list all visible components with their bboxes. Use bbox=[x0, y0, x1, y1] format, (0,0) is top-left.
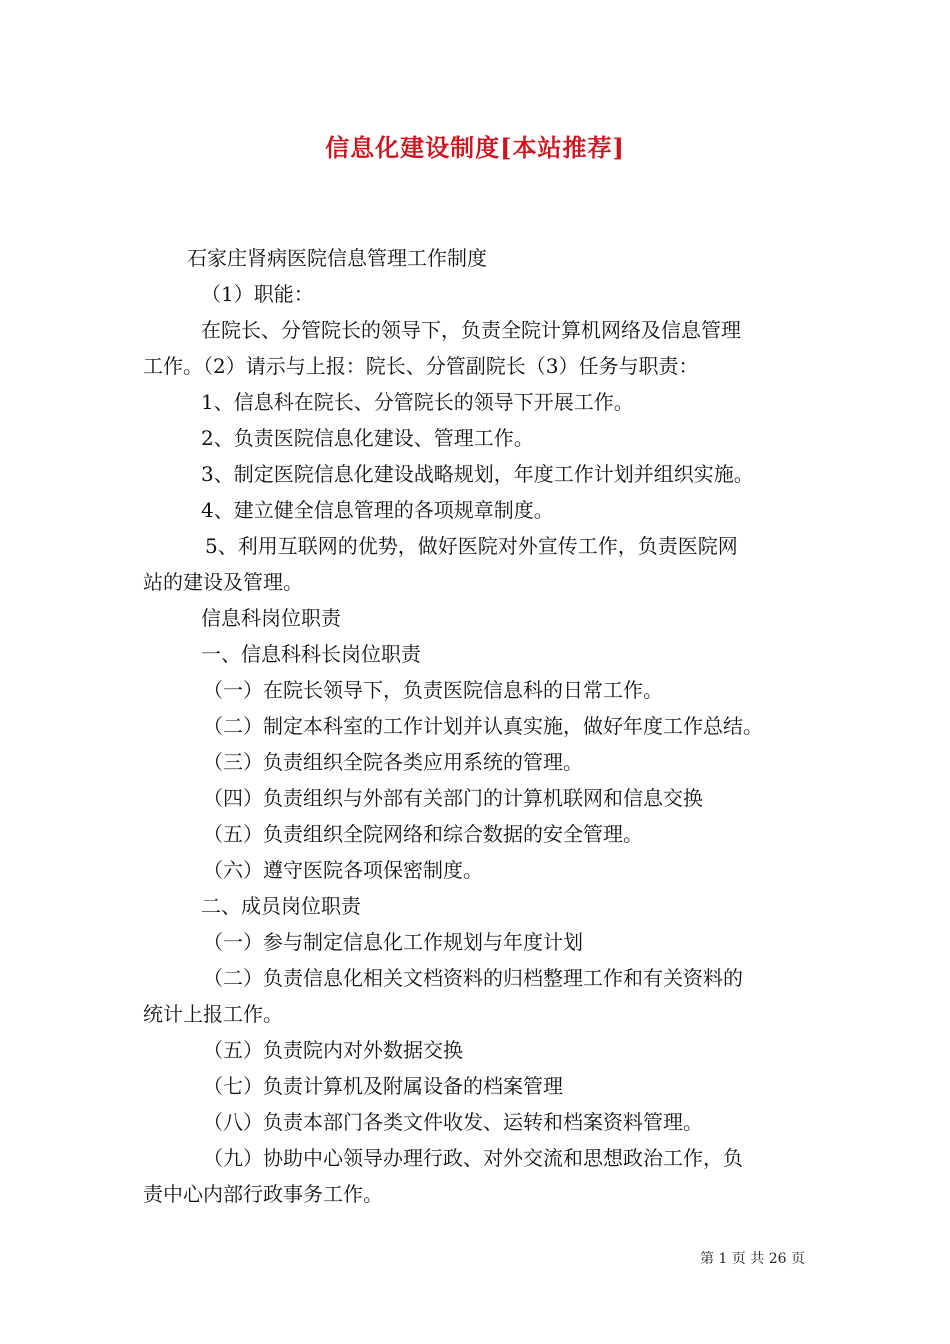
list-item: （四）负责组织与外部有关部门的计算机联网和信息交换 bbox=[203, 786, 703, 810]
list-item: （二）制定本科室的工作计划并认真实施，做好年度工作总结。 bbox=[203, 714, 763, 738]
list-item: （六）遵守医院各项保密制度。 bbox=[203, 858, 483, 882]
paragraph-line: 统计上报工作。 bbox=[143, 1002, 283, 1026]
list-item: （七）负责计算机及附属设备的档案管理 bbox=[203, 1074, 563, 1098]
paragraph-line: 石家庄肾病医院信息管理工作制度 bbox=[187, 246, 487, 270]
paragraph-line: 5、利用互联网的优势，做好医院对外宣传工作，负责医院网 bbox=[205, 534, 738, 558]
list-item: （一）在院长领导下，负责医院信息科的日常工作。 bbox=[203, 678, 663, 702]
list-item: （三）负责组织全院各类应用系统的管理。 bbox=[203, 750, 583, 774]
document-body bbox=[143, 240, 823, 1212]
list-item: （五）负责组织全院网络和综合数据的安全管理。 bbox=[203, 822, 643, 846]
list-item: （二）负责信息化相关文档资料的归档整理工作和有关资料的 bbox=[203, 966, 743, 990]
page-number: 第 1 页 共 26 页 bbox=[700, 1251, 805, 1267]
paragraph-line: （1）职能： bbox=[201, 282, 314, 306]
section-heading: 信息科岗位职责 bbox=[201, 606, 341, 630]
paragraph-line: 1、信息科在院长、分管院长的领导下开展工作。 bbox=[201, 390, 634, 414]
paragraph-line: 站的建设及管理。 bbox=[143, 570, 303, 594]
document-title: 信息化建设制度[本站推荐] bbox=[325, 133, 625, 162]
list-item: （一）参与制定信息化工作规划与年度计划 bbox=[203, 930, 583, 954]
paragraph-line: 3、制定医院信息化建设战略规划，年度工作计划并组织实施。 bbox=[201, 462, 754, 486]
paragraph-line: 工作。（2）请示与上报：院长、分管副院长（3）任务与职责： bbox=[143, 354, 699, 378]
paragraph-line: 2、负责医院信息化建设、管理工作。 bbox=[201, 426, 534, 450]
list-item: （五）负责院内对外数据交换 bbox=[203, 1038, 463, 1062]
list-item: （八）负责本部门各类文件收发、运转和档案资料管理。 bbox=[203, 1110, 703, 1134]
paragraph-line: 责中心内部行政事务工作。 bbox=[143, 1182, 383, 1206]
section-heading: 二、成员岗位职责 bbox=[201, 894, 361, 918]
paragraph-line: 4、建立健全信息管理的各项规章制度。 bbox=[201, 498, 554, 522]
list-item: （九）协助中心领导办理行政、对外交流和思想政治工作，负 bbox=[203, 1146, 743, 1170]
paragraph-line: 在院长、分管院长的领导下，负责全院计算机网络及信息管理 bbox=[201, 318, 741, 342]
section-heading: 一、信息科科长岗位职责 bbox=[201, 642, 421, 666]
